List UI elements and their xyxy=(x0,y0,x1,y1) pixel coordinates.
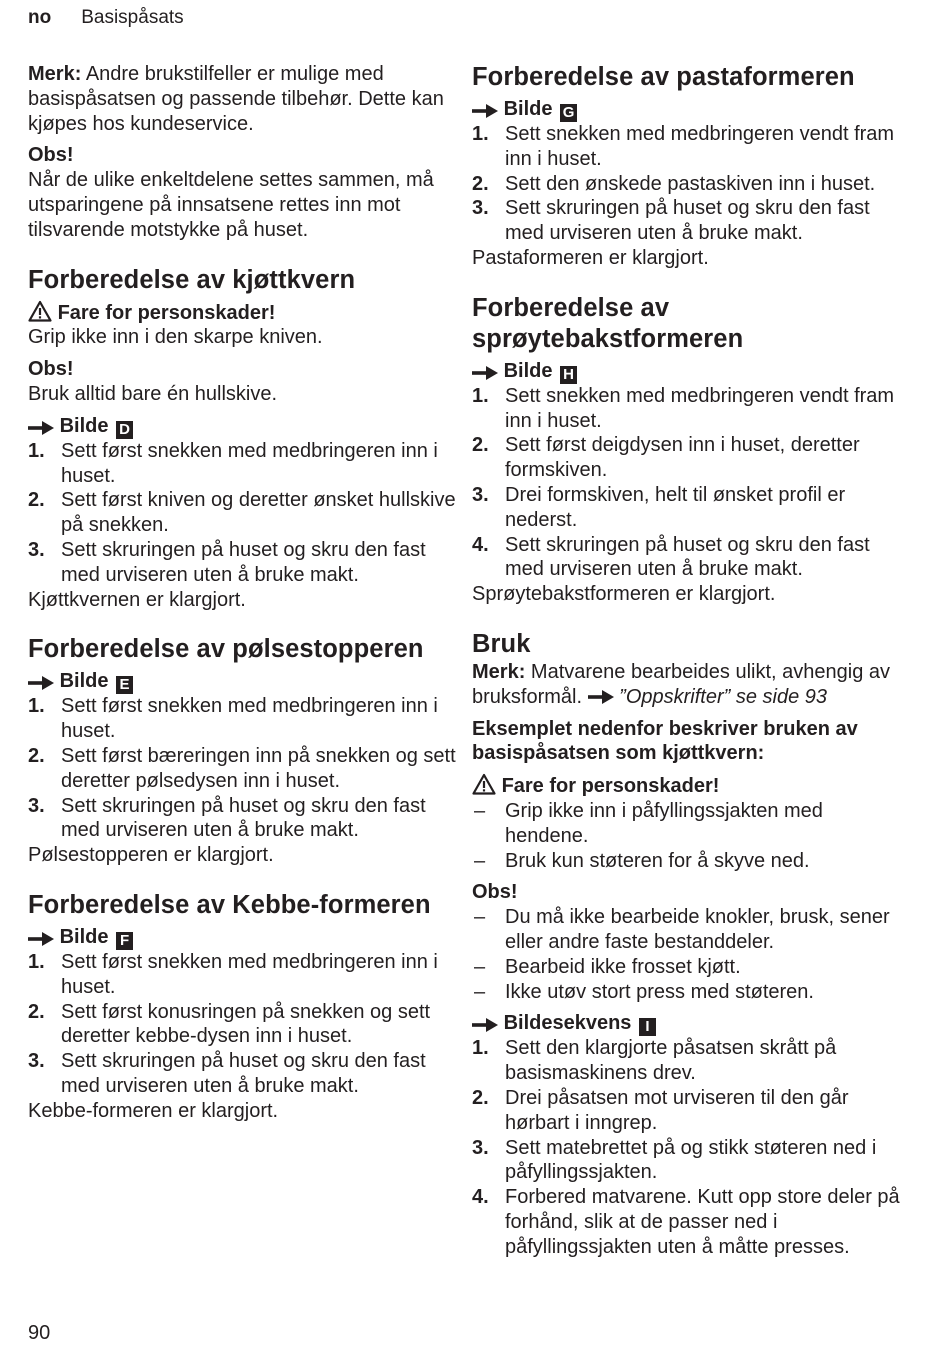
figure-reference: Bildesekvens I xyxy=(472,1011,902,1036)
figure-letter: F xyxy=(116,932,133,950)
figure-reference: Bilde G xyxy=(472,97,902,122)
heading-kebbe: Forberedelse av Kebbe-formeren xyxy=(28,890,431,919)
arrow-right-icon xyxy=(472,366,498,380)
list-item: – Bearbeid ikke frosset kjøtt. xyxy=(474,955,741,978)
list-item: – Ikke utøv stort press med støteren. xyxy=(474,980,814,1003)
heading-kjottkvern: Forberedelse av kjøttkvern xyxy=(28,265,356,294)
heading-polsestopper: Forberedelse av pølsestopperen xyxy=(28,635,424,664)
list-item: 3. Sett skruringen på huset og skru den fast med urviseren uten å bruke makt. xyxy=(28,538,426,586)
figure-reference: Bilde E xyxy=(28,669,458,694)
steps-list xyxy=(472,384,902,582)
language-code: no xyxy=(28,7,52,28)
figure-letter: G xyxy=(560,104,577,122)
obs-list xyxy=(472,905,902,1004)
figure-reference: Bilde D xyxy=(28,414,458,439)
done-text: Kebbe-formeren er klargjort. xyxy=(28,1099,279,1122)
figure-letter: H xyxy=(560,366,577,384)
list-item: 1. Sett først snekken med medbringeren inn i huset. xyxy=(28,695,438,743)
warning-triangle-icon xyxy=(28,300,52,322)
arrow-right-icon xyxy=(28,932,54,946)
merk-note: Merk: Andre brukstilfeller er mulige med basispåsatsen og passende tilbehør. Dette kan kjøpes hos kundeservice. xyxy=(28,63,444,135)
list-item: – Grip ikke inn i påfyllingssjakten med hendene. xyxy=(474,799,823,847)
figure-letter: D xyxy=(116,421,133,439)
arrow-right-icon xyxy=(28,421,54,435)
list-item: 2. Sett den ønskede pastaskiven inn i huset. xyxy=(472,172,876,195)
list-item: – Du må ikke bearbeide knokler, brusk, sener eller andre faste bestanddeler. xyxy=(474,906,890,953)
list-item: 4. Sett skruringen på huset og skru den fast med urviseren uten å bruke makt. xyxy=(472,533,870,581)
obs-label: Obs! xyxy=(28,358,74,381)
warning-triangle-icon xyxy=(472,773,496,795)
list-item: 2. Drei påsatsen mot urviseren til den går hørbart i inngrep. xyxy=(472,1086,849,1134)
done-text: Pastaformeren er klargjort. xyxy=(472,246,709,269)
warning-text: Grip ikke inn i den skarpe kniven. xyxy=(28,326,323,349)
arrow-right-icon xyxy=(588,690,614,704)
list-item: 2. Sett først kniven og deretter ønsket hullskive på snekken. xyxy=(28,489,456,537)
left-column xyxy=(28,62,458,1124)
obs-label: Obs! xyxy=(472,881,518,904)
list-item: 1. Sett snekken med medbringeren vendt fram inn i huset. xyxy=(472,384,895,432)
done-text: Pølsestopperen er klargjort. xyxy=(28,844,274,867)
list-item: 3. Sett skruringen på huset og skru den fast med urviseren uten å bruke makt. xyxy=(28,794,426,842)
figure-reference: Bilde H xyxy=(472,359,902,384)
obs-label: Obs! xyxy=(28,144,74,167)
list-item: 2. Sett først konusringen på snekken og sett deretter kebbe-dysen inn i huset. xyxy=(28,1000,431,1048)
warning: Fare for personskader! xyxy=(28,300,458,326)
obs-text: Når de ulike enkeltdelene settes sammen, må utsparingene på innsatsene rettes inn mot tilsvarende motstykke på huset. xyxy=(28,169,434,241)
list-item: 1. Sett snekken med medbringeren vendt fram inn i huset. xyxy=(472,123,895,170)
page-header xyxy=(28,7,184,29)
list-item: 3. Drei formskiven, helt til ønsket profil er nederst. xyxy=(472,483,846,531)
list-item: 1. Sett først snekken med medbringeren inn i huset. xyxy=(28,439,438,487)
arrow-right-icon xyxy=(472,104,498,118)
figure-reference: Bilde F xyxy=(28,925,458,950)
page-number: 90 xyxy=(28,1322,51,1344)
steps-list xyxy=(28,694,458,843)
list-item: – Bruk kun støteren for å skyve ned. xyxy=(474,849,810,872)
list-item: 1. Sett først snekken med medbringeren inn i huset. xyxy=(28,950,438,998)
list-item: 2. Sett først bæreringen inn på snekken og sett deretter pølsedysen inn i huset. xyxy=(28,744,456,792)
warning: Fare for personskader! xyxy=(472,773,902,799)
arrow-right-icon xyxy=(28,676,54,690)
steps-list xyxy=(28,950,458,1099)
heading-pasta: Forberedelse av pastaformeren xyxy=(472,63,855,91)
warning-list xyxy=(472,799,902,873)
list-item: 3. Sett matebrettet på og stikk støteren ned i påfyllingssjakten. xyxy=(472,1136,877,1184)
heading-bruk: Bruk xyxy=(472,629,531,658)
figure-letter: I xyxy=(639,1018,656,1036)
done-text: Kjøttkvernen er klargjort. xyxy=(28,588,246,611)
list-item: 1. Sett den klargjorte påsatsen skrått på basismaskinens drev. xyxy=(472,1037,837,1085)
done-text: Sprøytebakstformeren er klargjort. xyxy=(472,583,776,606)
list-item: 3. Sett skruringen på huset og skru den fast med urviseren uten å bruke makt. xyxy=(28,1050,426,1097)
steps-list xyxy=(472,122,902,246)
list-item: 2. Sett først deigdysen inn i huset, deretter formskiven. xyxy=(472,434,860,482)
arrow-right-icon xyxy=(472,1018,498,1032)
obs-text: Bruk alltid bare én hullskive. xyxy=(28,382,278,405)
steps-list xyxy=(472,1036,902,1259)
list-item: 4. Forbered matvarene. Kutt opp store deler på forhånd, slik at de passer ned i påfyllingssjakten uten å måtte presses. xyxy=(472,1186,900,1258)
list-item: 3. Sett skruringen på huset og skru den fast med urviseren uten å bruke makt. xyxy=(472,197,870,245)
figure-letter: E xyxy=(116,676,133,694)
recipe-link[interactable]: ”Oppskrifter” se side 93 xyxy=(619,685,828,708)
heading-sproytebakst: Forberedelse av sprøytebakstformeren xyxy=(472,293,744,353)
steps-list xyxy=(28,439,458,588)
example-text: Eksemplet nedenfor beskriver bruken av basispåsatsen som kjøttkvern: xyxy=(472,717,858,765)
section-title: Basispåsats xyxy=(81,7,184,28)
merk-note: Merk: Matvarene bearbeides ulikt, avhengig av bruksformål. ”Oppskrifter” se side 93 xyxy=(472,660,891,708)
right-column xyxy=(472,62,902,1259)
